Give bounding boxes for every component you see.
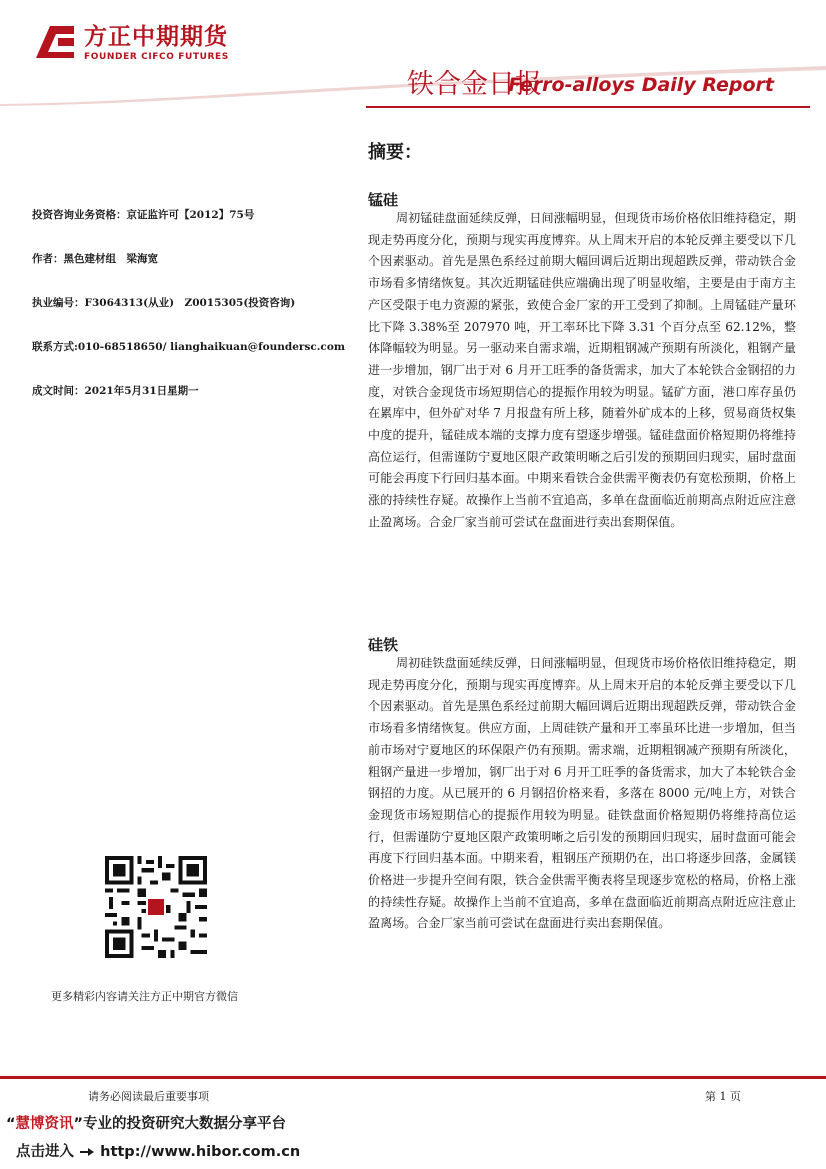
section-body-silicomanganese [368, 208, 796, 534]
report-title-en: Ferro-alloys Daily Report [508, 74, 774, 96]
report-title-cn: 铁合金日报 [407, 69, 542, 100]
promo-quote-close: ” [73, 1116, 84, 1132]
header-divider [366, 106, 810, 108]
summary-heading: 摘要： [368, 142, 422, 163]
wechat-qr-code[interactable] [105, 856, 207, 958]
founder-logo-icon [34, 24, 76, 60]
footer-notice: 请务必阅读最后重要事项 [88, 1090, 209, 1103]
footer-divider [0, 1076, 826, 1079]
section-title-silicomanganese: 锰硅 [368, 191, 399, 209]
promo-url[interactable]: http://www.hibor.com.cn [100, 1144, 301, 1160]
logo-wordmark-cn: 方正中期期货 [84, 24, 228, 50]
promo-tagline: 专业的投资研究大数据分享平台 [83, 1116, 287, 1132]
page-number: 第 1 页 [705, 1090, 741, 1103]
promo-quote-open: “ [6, 1116, 16, 1132]
author-text: 作者：黑色建材组 梁海宽 [32, 253, 158, 265]
qualification-text: 投资咨询业务资格：京证监许可【2012】75号 [32, 209, 255, 221]
license-text: 执业编号：F3064313(从业) Z0015305(投资咨询) [32, 297, 296, 309]
section-body-text: 周初硅铁盘面延续反弹，日间涨幅明显，但现货市场价格依旧维持稳定，期现走势再度分化，预期与现实再度博弈。从上周末开启的本轮反弹主要受以下几个因素驱动。首先是黑色系经过前期大幅回调后近期出现超跌反弹，带动铁合金市场看多情绪恢复。供应方面，上周硅铁产量和开工率虽环比进一步增加，但当前市场对宁夏地区的环保限产仍有预期。需求端，近期粗钢减产预期有所淡化，粗钢产量进一步增加，钢厂出于对 6 月开工旺季的备货需求，加大了本轮铁合金钢招的力度。从已展开的 6 月钢招价格来看，多落在 8000 元/吨上方，对铁合金现货市场短期信心的提振作用较为明显。硅铁盘面价格短期仍将维持高位运行，但需谨防宁夏地区限产政策明晰之后引发的预期回归现实，届时盘面可能会再度下行回归基本面。中期来看，粗钢压产预期仍在，出口将逐步回落，金属镁价格进一步提升空间有限，铁合金供需平衡表将呈现逐步宽松的格局，价格上涨的持续性存疑。故操作上当前不宜追高，多单在盘面临近前期高点附近应注意止盈离场。合金厂家当前可尝试在盘面进行卖出套期保值。 [368, 656, 796, 931]
logo-wordmark-en: FOUNDER CIFCO FUTURES [84, 52, 229, 62]
promo-link-label: 点击进入 [16, 1144, 74, 1160]
promo-banner [6, 1112, 286, 1133]
section-body-ferrosilicon [368, 653, 796, 935]
hand-pointer-icon [79, 1145, 95, 1159]
promo-brand: 慧博资讯 [15, 1116, 74, 1132]
qr-caption: 更多精彩内容请关注方正中期官方微信 [51, 990, 238, 1003]
section-body-text: 周初锰硅盘面延续反弹，日间涨幅明显，但现货市场价格依旧维持稳定，期现走势再度分化，预期与现实再度博弈。从上周末开启的本轮反弹主要受以下几个因素驱动。首先是黑色系经过前期大幅回调后近期出现超跌反弹，带动铁合金市场看多情绪恢复。其次近期锰硅供应端确出现了明显收缩，主要是由于南方主产区受限于电力资源的紧张，致使合金厂家的开工受到了抑制。上周锰硅产量环比下降 3.38%至 207970 吨，开工率环比下降 3.31 个百分点至 62.12%，整体降幅较为明显。另一驱动来自需求端，近期粗钢减产预期有所淡化，粗钢产量进一步增加，钢厂出于对 6 月开工旺季的备货需求，加大了本轮铁合金钢招的力度，对铁合金现货市场短期信心的提振作用较为明显。锰矿方面，港口库存虽仍在累库中，但外矿对华 7 月报盘有所上移，随着外矿成本的上移，贸易商货权集中度的提升，锰硅成本端的支撑力度有望逐步增强。锰硅盘面价格短期仍将维持高位运行，但需谨防宁夏地区限产政策明晰之后引发的预期回归现实，届时盘面可能会再度下行回归基本面。中期来看铁合金供需平衡表仍有宽松预期，价格上涨的持续性存疑。故操作上当前不宜追高，多单在盘面临近前期高点附近应注意止盈离场。合金厂家当前可尝试在盘面进行卖出套期保值。 [368, 211, 796, 529]
section-title-ferrosilicon: 硅铁 [368, 636, 399, 654]
promo-link-row[interactable] [16, 1140, 300, 1161]
contact-text: 联系方式:010-68518650/ lianghaikuan@foundersc.com [32, 341, 345, 353]
date-text: 成文时间：2021年5月31日星期一 [32, 385, 199, 397]
